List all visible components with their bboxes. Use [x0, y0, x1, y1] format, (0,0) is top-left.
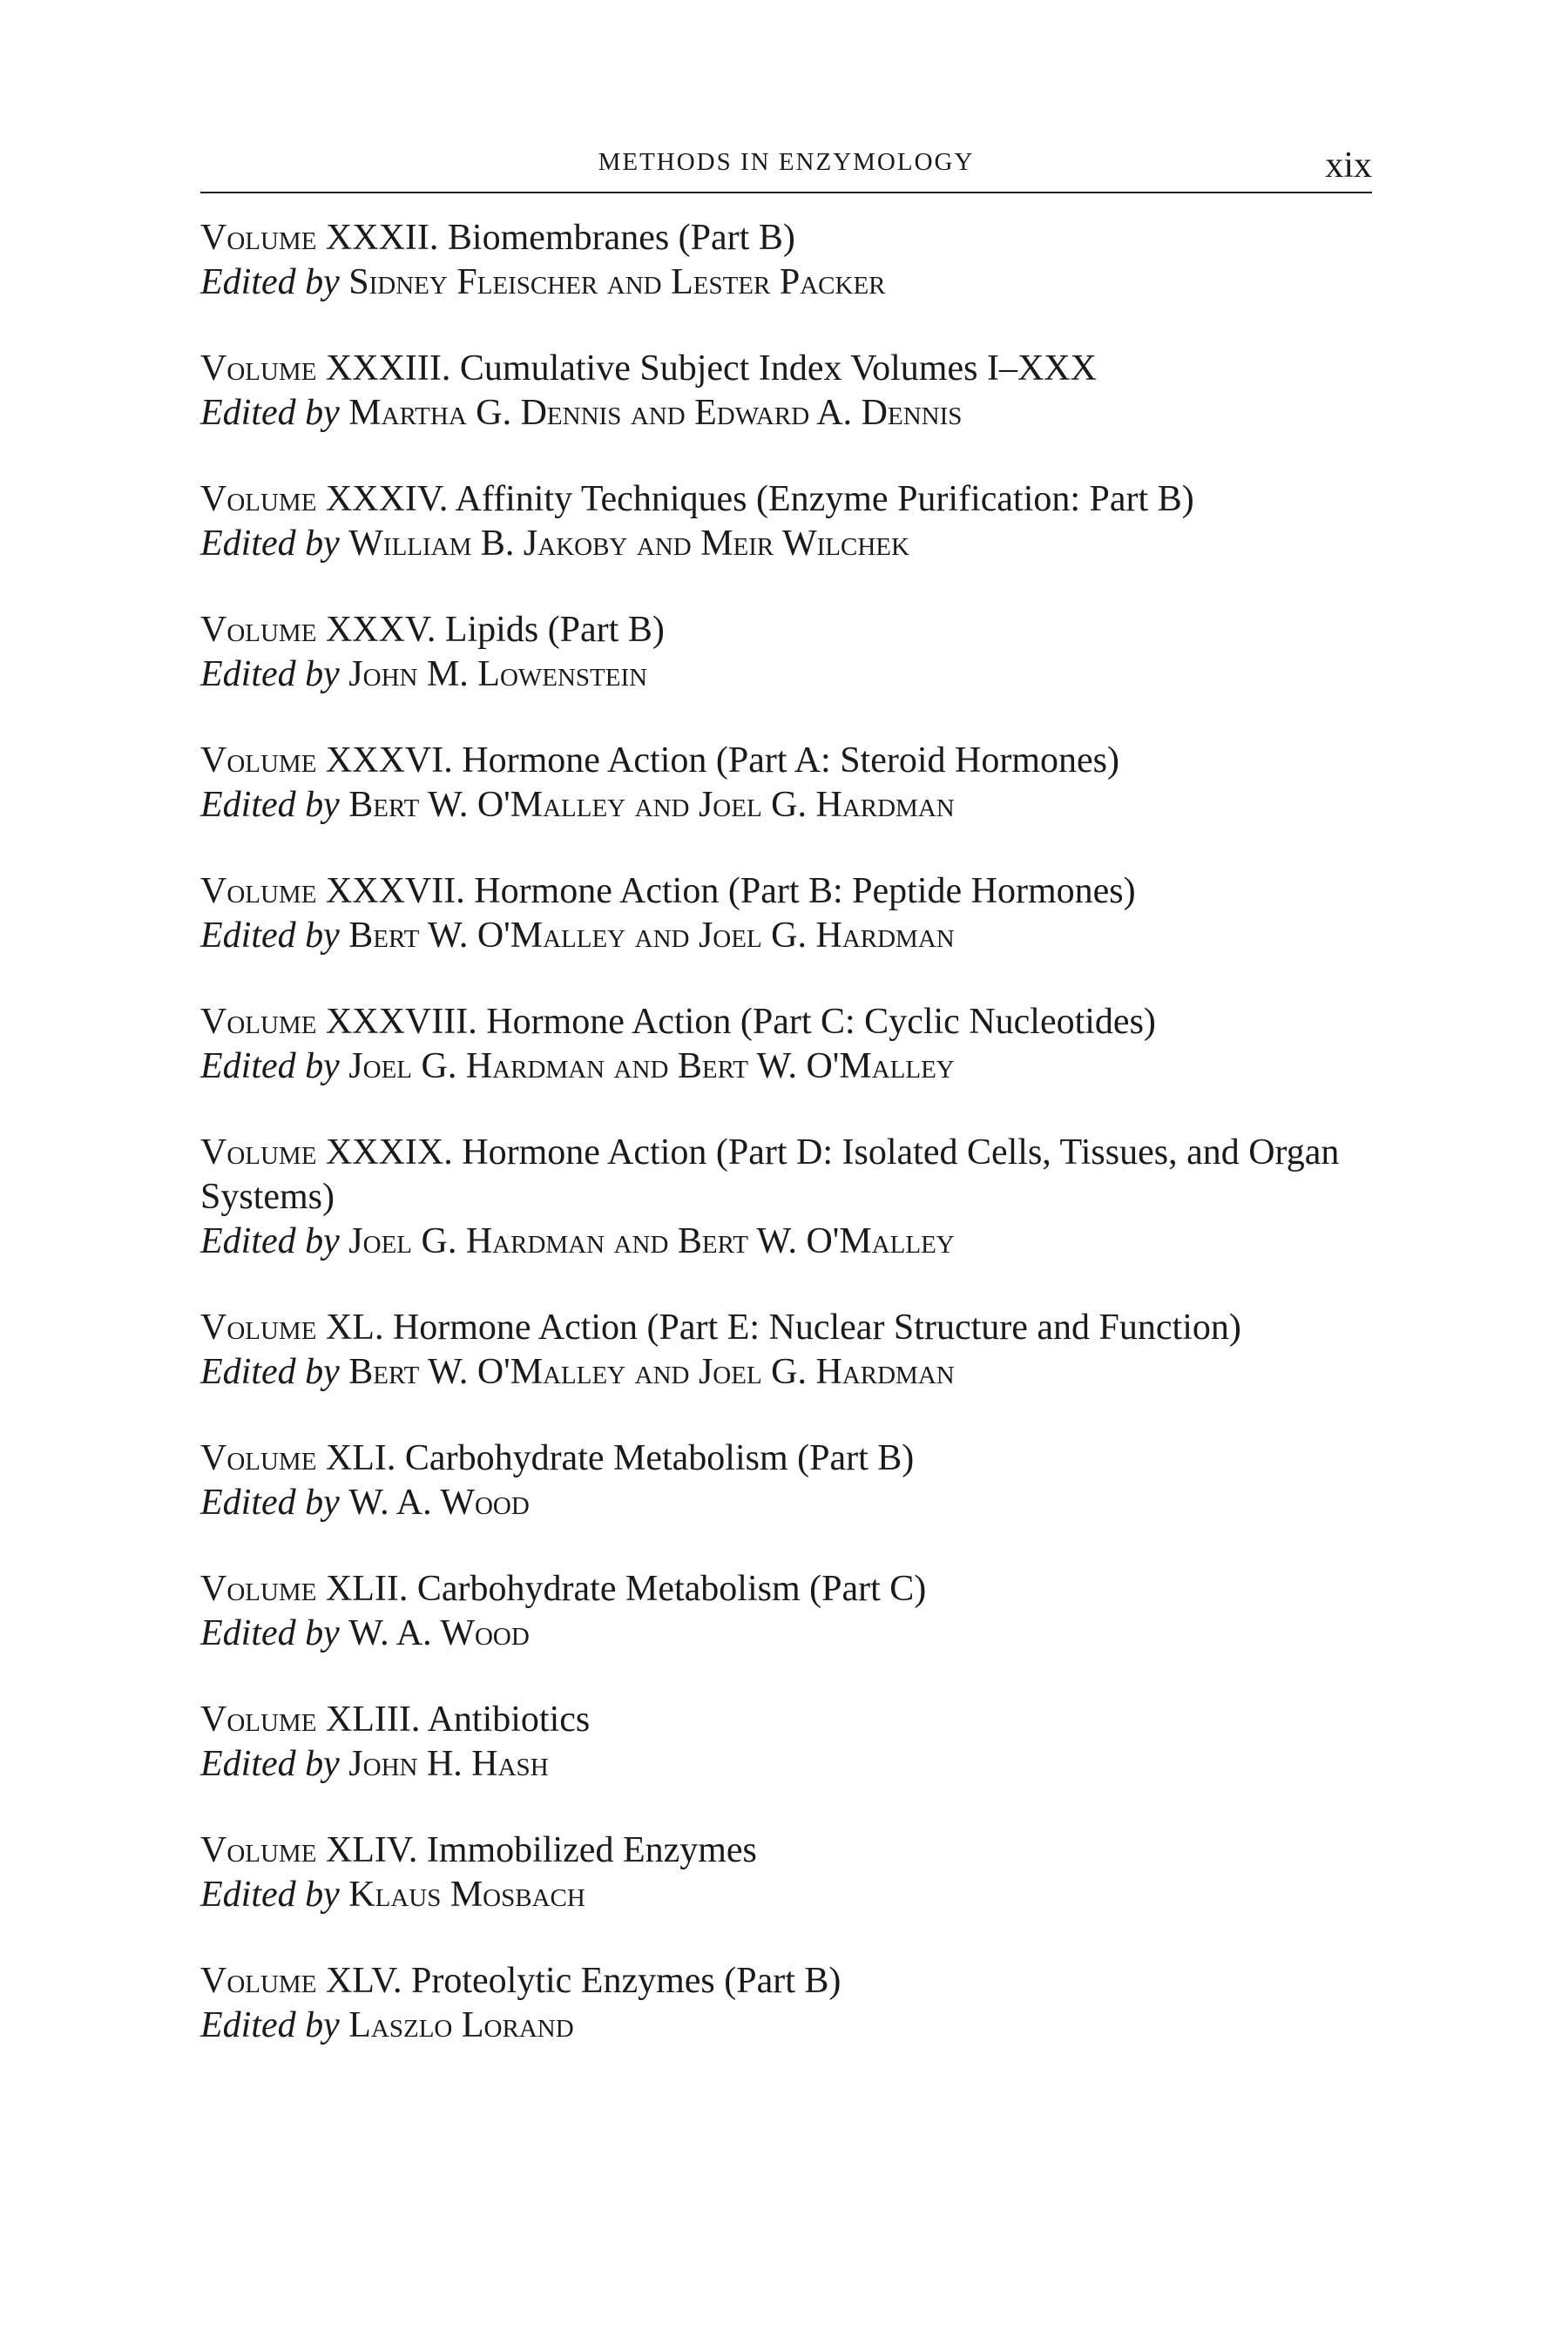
volume-title: . Carbohydrate Metabolism (Part B)	[386, 1438, 915, 1478]
edited-by-label: Edited by	[200, 916, 340, 956]
editor-names: John H. Hash	[348, 1744, 549, 1784]
edited-by-label: Edited by	[200, 393, 340, 433]
volume-title: . Hormone Action (Part A: Steroid Hormones)	[443, 740, 1119, 781]
volume-title-line	[200, 216, 1372, 260]
volume-label: Volume	[200, 1961, 317, 2001]
volume-title: . Antibiotics	[410, 1700, 591, 1740]
volume-number: XXXIX	[325, 1132, 444, 1173]
volume-title: . Proteolytic Enzymes (Part B)	[393, 1961, 841, 2001]
volume-entry	[200, 477, 1372, 566]
editors-line	[200, 260, 1372, 305]
volume-entry	[200, 216, 1372, 305]
volume-entry	[200, 869, 1372, 958]
volume-title: . Hormone Action (Part E: Nuclear Structure and Function)	[374, 1308, 1241, 1348]
volume-label: Volume	[200, 610, 317, 650]
editor-names: Martha G. Dennis and Edward A. Dennis	[348, 393, 963, 433]
edited-by-label: Edited by	[200, 1046, 340, 1086]
editor-names: W. A. Wood	[348, 1483, 530, 1523]
volume-label: Volume	[200, 218, 317, 258]
volume-number: XLII	[325, 1569, 399, 1609]
volume-title-line	[200, 739, 1372, 783]
volume-title: . Affinity Techniques (Enzyme Purification: Part B)	[438, 479, 1194, 519]
edited-by-label: Edited by	[200, 1744, 340, 1784]
volume-title: . Carbohydrate Metabolism (Part C)	[398, 1569, 927, 1609]
editors-line	[200, 1873, 1372, 1917]
volume-list	[200, 216, 1372, 2090]
volume-label: Volume	[200, 740, 317, 781]
volume-title-line	[200, 1828, 1372, 1873]
edited-by-label: Edited by	[200, 262, 340, 302]
editors-line	[200, 1350, 1372, 1395]
volume-entry	[200, 739, 1372, 828]
edited-by-label: Edited by	[200, 1613, 340, 1653]
edited-by-label: Edited by	[200, 1483, 340, 1523]
volume-entry	[200, 1828, 1372, 1917]
volume-title-line	[200, 608, 1372, 652]
editor-names: William B. Jakoby and Meir Wilchek	[348, 524, 909, 564]
volume-label: Volume	[200, 1132, 317, 1173]
volume-title-line	[200, 347, 1372, 391]
editor-names: Klaus Mosbach	[348, 1875, 585, 1915]
editor-names: W. A. Wood	[348, 1613, 530, 1653]
volume-title-line	[200, 1436, 1372, 1481]
editors-line	[200, 783, 1372, 828]
volume-number: XXXII	[325, 218, 429, 258]
editors-line	[200, 1742, 1372, 1787]
editors-line	[200, 1220, 1372, 1264]
volume-title-line	[200, 869, 1372, 914]
editors-line	[200, 1044, 1372, 1089]
editor-names: John M. Lowenstein	[348, 654, 648, 694]
volume-entry	[200, 1959, 1372, 2048]
edited-by-label: Edited by	[200, 2005, 340, 2045]
volume-number: XXXIII	[325, 348, 442, 389]
volume-title-line	[200, 1000, 1372, 1044]
volume-title-line	[200, 1959, 1372, 2004]
edited-by-label: Edited by	[200, 1221, 340, 1261]
edited-by-label: Edited by	[200, 1352, 340, 1392]
volume-entry	[200, 1698, 1372, 1787]
edited-by-label: Edited by	[200, 785, 340, 825]
volume-title: . Cumulative Subject Index Volumes I–XXX	[441, 348, 1097, 389]
volume-title: . Immobilized Enzymes	[408, 1830, 757, 1870]
edited-by-label: Edited by	[200, 524, 340, 564]
running-head: METHODS IN ENZYMOLOGY	[598, 148, 975, 176]
volume-label: Volume	[200, 479, 317, 519]
page-number: xix	[1325, 145, 1372, 186]
volume-number: XLV	[325, 1961, 393, 2001]
editor-names: Bert W. O'Malley and Joel G. Hardman	[348, 916, 955, 956]
volume-entry	[200, 1131, 1372, 1264]
editors-line	[200, 914, 1372, 958]
volume-number: XLIII	[325, 1700, 411, 1740]
volume-entry	[200, 347, 1372, 436]
volume-number: XLI	[325, 1438, 387, 1478]
volume-label: Volume	[200, 348, 317, 389]
volume-title-line	[200, 477, 1372, 522]
volume-number: XXXV	[325, 610, 427, 650]
volume-number: XXXIV	[325, 479, 439, 519]
editors-line	[200, 652, 1372, 697]
editor-names: Joel G. Hardman and Bert W. O'Malley	[348, 1046, 955, 1086]
volume-label: Volume	[200, 1830, 317, 1870]
editor-names: Bert W. O'Malley and Joel G. Hardman	[348, 1352, 955, 1392]
volume-number: XXXVI	[325, 740, 444, 781]
volume-number: XXXVIII	[325, 1002, 469, 1042]
volume-number: XXXVII	[325, 871, 456, 911]
volume-entry	[200, 1567, 1372, 1656]
volume-title: . Biomembranes (Part B)	[429, 218, 795, 258]
page-header	[200, 145, 1372, 186]
editor-names: Laszlo Lorand	[348, 2005, 574, 2045]
volume-entry	[200, 1000, 1372, 1089]
volume-number: XL	[325, 1308, 375, 1348]
volume-title: . Hormone Action (Part B: Peptide Hormones)	[456, 871, 1136, 911]
volume-label: Volume	[200, 1308, 317, 1348]
volume-title: . Hormone Action (Part C: Cyclic Nucleotides)	[468, 1002, 1156, 1042]
volume-label: Volume	[200, 1002, 317, 1042]
editors-line	[200, 1481, 1372, 1525]
editor-names: Sidney Fleischer and Lester Packer	[348, 262, 886, 302]
editors-line	[200, 2004, 1372, 2048]
volume-title-line	[200, 1306, 1372, 1350]
volume-label: Volume	[200, 1700, 317, 1740]
editors-line	[200, 1612, 1372, 1656]
editor-names: Joel G. Hardman and Bert W. O'Malley	[348, 1221, 955, 1261]
edited-by-label: Edited by	[200, 654, 340, 694]
volume-entry	[200, 1436, 1372, 1525]
volume-title: . Hormone Action (Part D: Isolated Cells, Tissues, and Organ Systems)	[200, 1132, 1340, 1217]
editor-names: Bert W. O'Malley and Joel G. Hardman	[348, 785, 955, 825]
volume-title-line	[200, 1567, 1372, 1612]
volume-title: . Lipids (Part B)	[426, 610, 665, 650]
editors-line	[200, 522, 1372, 566]
volume-entry	[200, 608, 1372, 697]
volume-entry	[200, 1306, 1372, 1395]
volume-label: Volume	[200, 1438, 317, 1478]
header-rule	[200, 192, 1372, 193]
volume-number: XLIV	[325, 1830, 409, 1870]
edited-by-label: Edited by	[200, 1875, 340, 1915]
editors-line	[200, 391, 1372, 436]
volume-label: Volume	[200, 871, 317, 911]
volume-title-line	[200, 1698, 1372, 1742]
volume-title-line	[200, 1131, 1372, 1220]
volume-label: Volume	[200, 1569, 317, 1609]
